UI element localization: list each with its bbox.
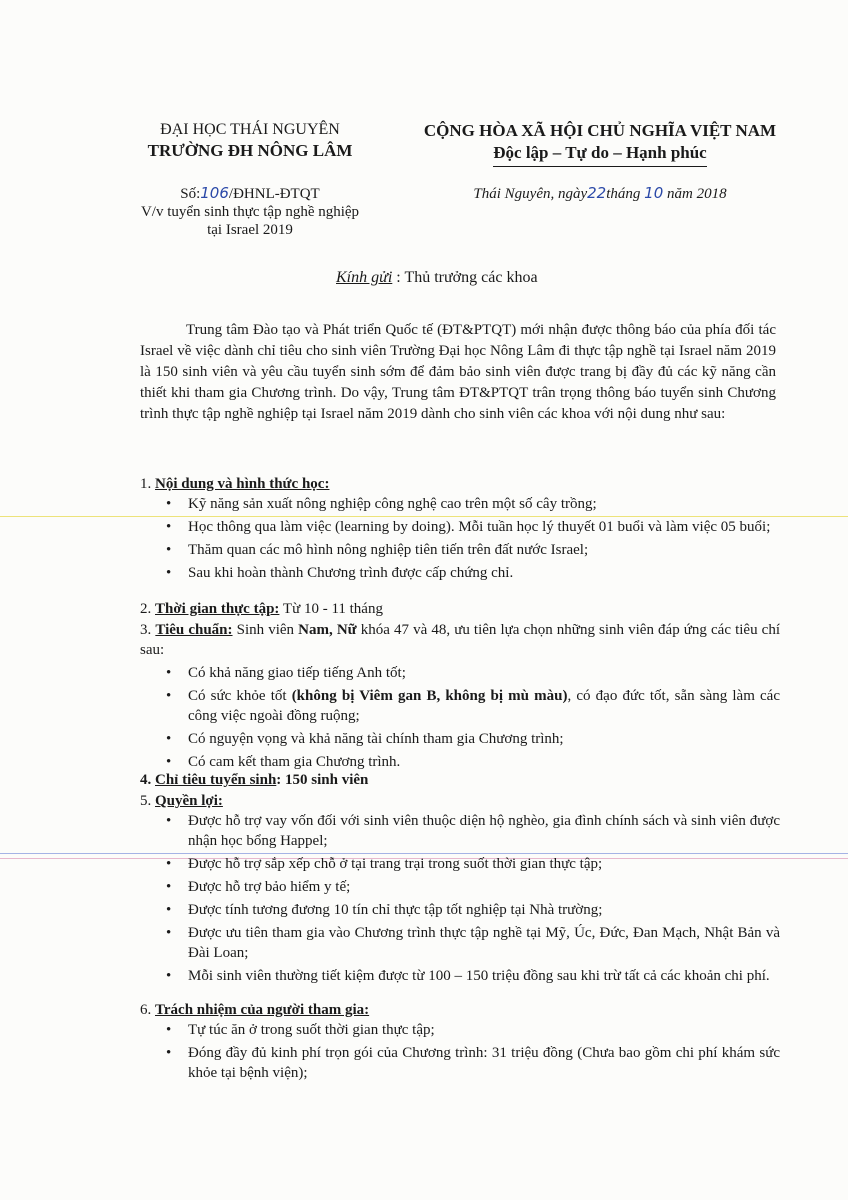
section-criteria: 3. Tiêu chuẩn: Sinh viên Nam, Nữ khóa 47 và 48, ưu tiên lựa chọn những sinh viên đáp ứng các tiêu chí sau: • Có khả năng giao tiếp tiếng Anh tốt; • Có sức khỏe tốt (không bị Viêm gan B, không bị mù màu), có đạo đức tốt, sẵn sàng làm các công việc ngoài đồng ruộng; • Có nguyện vọng và khả năng tài chính tham gia Chương trình; • Có cam kết tham gia Chương trình. xyxy=(140,620,780,775)
list-item: • Được hỗ trợ bảo hiểm y tế; xyxy=(140,877,780,897)
section-quota: 4. Chỉ tiêu tuyển sinh: 150 sinh viên xyxy=(140,772,369,788)
list-item: • Được tính tương đương 10 tín chỉ thực tập tốt nghiệp tại Nhà trường; xyxy=(140,900,780,920)
list-item: • Thăm quan các mô hình nông nghiệp tiên tiến trên đất nước Israel; xyxy=(140,540,780,560)
nation-title: CỘNG HÒA XÃ HỘI CHỦ NGHĨA VIỆT NAM xyxy=(423,121,777,140)
list-item: • Có sức khỏe tốt (không bị Viêm gan B, không bị mù màu), có đạo đức tốt, sẵn sàng làm các công việc ngoài đồng ruộng; xyxy=(140,686,780,726)
issuer-header xyxy=(110,120,390,162)
national-motto: Độc lập – Tự do – Hạnh phúc xyxy=(493,142,706,167)
greeting-label: Kính gửi xyxy=(336,269,393,286)
list-item: • Được hỗ trợ vay vốn đối với sinh viên thuộc diện hộ nghèo, gia đình chính sách và sinh viên được nhận học bổng Happel; xyxy=(140,811,780,851)
national-header xyxy=(400,120,800,167)
handwritten-number: 106 xyxy=(200,184,229,202)
document-subject: V/v tuyển sinh thực tập nghề nghiệp tại Israel 2019 xyxy=(140,204,360,238)
list-item: • Đóng đầy đủ kinh phí trọn gói của Chương trình: 31 triệu đồng (Chưa bao gồm chi phí khám sức khỏe tại bệnh viện); xyxy=(140,1043,780,1083)
list-item: • Kỹ năng sản xuất nông nghiệp công nghệ cao trên một số cây trồng; xyxy=(140,494,780,514)
list-item: • Mỗi sinh viên thường tiết kiệm được từ 100 – 150 triệu đồng sau khi trừ tất cả các khoản chi phí. xyxy=(140,966,780,986)
section-title: Quyền lợi: xyxy=(155,793,223,809)
list-item: • Sau khi hoàn thành Chương trình được cấp chứng chỉ. xyxy=(140,563,780,583)
list-item: • Có nguyện vọng và khả năng tài chính tham gia Chương trình; xyxy=(140,729,780,749)
list-item: • Được hỗ trợ sắp xếp chỗ ở tại trang trại trong suốt thời gian thực tập; xyxy=(140,854,780,874)
list-item: • Có khả năng giao tiếp tiếng Anh tốt; xyxy=(140,663,780,683)
list-item: • Được ưu tiên tham gia vào Chương trình thực tập nghề tại Mỹ, Úc, Đức, Đan Mạch, Nhật Bản và Đài Loan; xyxy=(140,923,780,963)
list-item: • Có cam kết tham gia Chương trình. xyxy=(140,752,780,772)
handwritten-month: 10 xyxy=(644,184,664,202)
university-name: ĐẠI HỌC THÁI NGUYÊN xyxy=(160,121,340,138)
document-date: Thái Nguyên, ngày22tháng 10 năm 2018 xyxy=(473,184,727,202)
section-title: Nội dung và hình thức học: xyxy=(155,476,330,492)
intro-paragraph: Trung tâm Đào tạo và Phát triển Quốc tế (ĐT&PTQT) mới nhận được thông báo của phía đối tác Israel về việc dành chỉ tiêu cho sinh viên Trường Đại học Nông Lâm đi thực tập nghề tại Israel năm 2019 là 150 sinh viên và yêu cầu tuyển sinh sớm để đảm bảo sinh viên được trang bị đầy đủ các kỹ năng cần thiết khi tham gia Chương trình. Do vậy, Trung tâm ĐT&PTQT trân trọng thông báo tuyển sinh Chương trình thực tập nghề nghiệp tại Israel năm 2019 dành cho sinh viên các khoa với nội dung như sau: xyxy=(140,322,776,422)
section-title: Trách nhiệm của người tham gia: xyxy=(155,1002,370,1018)
document-number: Số:106/ĐHNL-ĐTQT xyxy=(180,184,320,202)
section-title: Thời gian thực tập: xyxy=(155,601,280,617)
greeting-recipient: Thủ trưởng các khoa xyxy=(404,269,538,286)
section-title: Tiêu chuẩn: xyxy=(155,622,233,638)
section-title: Chỉ tiêu tuyển sinh xyxy=(155,772,277,788)
section-benefits: 5. Quyền lợi: • Được hỗ trợ vay vốn đối với sinh viên thuộc diện hộ nghèo, gia đình chính sách và sinh viên được nhận học bổng Happel; • Được hỗ trợ sắp xếp chỗ ở tại trang trại trong suốt thời gian thực tập; • Được hỗ trợ bảo hiểm y tế; • Được tính tương đương 10 tín chỉ thực tập tốt nghiệp tại Nhà trường; • Được ưu tiên tham gia vào Chương trình thực tập nghề tại Mỹ, Úc, Đức, Đan Mạch, Nhật Bản và Đài Loan; • Mỗi sinh viên thường tiết kiệm được từ 100 – 150 triệu đồng sau khi trừ tất cả các khoản chi phí. xyxy=(140,791,780,989)
list-item: • Tự túc ăn ở trong suốt thời gian thực tập; xyxy=(140,1020,780,1040)
list-item: • Học thông qua làm việc (learning by doing). Mỗi tuần học lý thuyết 01 buổi và làm việc 05 buổi; xyxy=(140,517,780,537)
school-name: TRƯỜNG ĐH NÔNG LÂM xyxy=(147,141,353,160)
section-content: 1. Nội dung và hình thức học: • Kỹ năng sản xuất nông nghiệp công nghệ cao trên một số cây trồng; • Học thông qua làm việc (learning by doing). Mỗi tuần học lý thuyết 01 buổi và làm việc 05 buổi; • Thăm quan các mô hình nông nghiệp tiên tiến trên đất nước Israel; • Sau khi hoàn thành Chương trình được cấp chứng chỉ. xyxy=(140,474,780,586)
greeting-line: Kính gửi : Thủ trưởng các khoa xyxy=(336,269,538,286)
handwritten-day: 22 xyxy=(587,184,607,202)
section-responsibilities: 6. Trách nhiệm của người tham gia: • Tự túc ăn ở trong suốt thời gian thực tập; • Đóng đầy đủ kinh phí trọn gói của Chương trình: 31 triệu đồng (Chưa bao gồm chi phí khám sức khỏe tại bệnh viện); xyxy=(140,1000,780,1086)
section-duration: 2. Thời gian thực tập: Từ 10 - 11 tháng xyxy=(140,601,383,617)
